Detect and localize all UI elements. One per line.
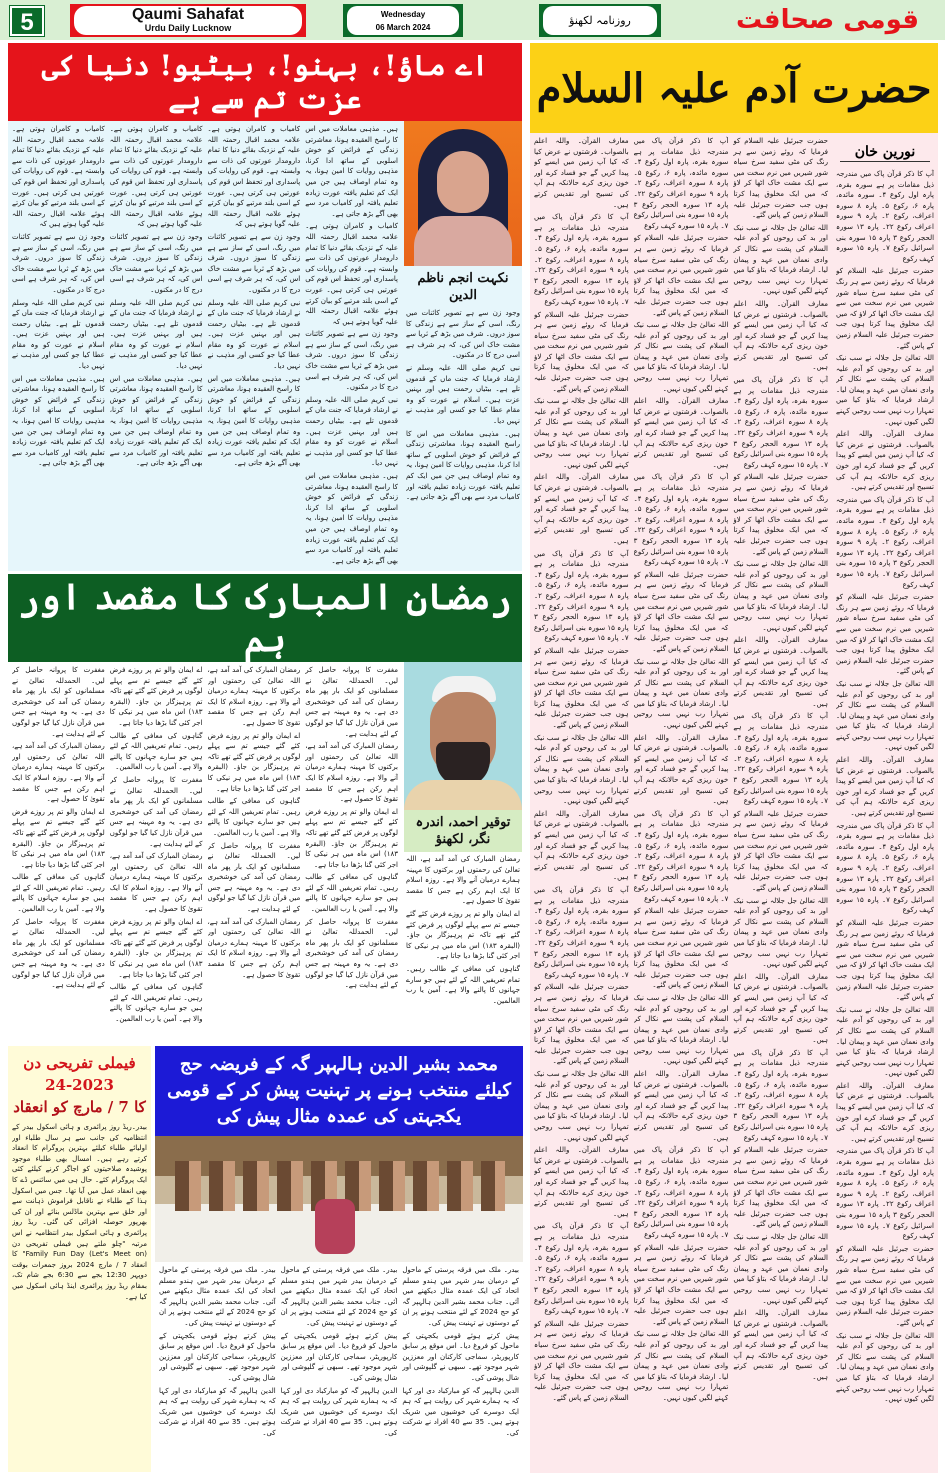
paragraph: حضرت جبرئیل علیہ السلام کو فرمایا کہ روئے زمین سے ہر رنگ کی مٹی سفید سرخ سیاہ شور شیریں میں نرم سخت میں سے ایک مشت خاک اٹھا کر لاؤ کہ میں ایک مخلوق پیدا کرتا ہوں جب حضرت جبرئیل علیہ السلام زمین کے پاس گئے۔ [533, 983, 629, 1066]
paragraph: اللہ تعالیٰ جل جلالہ نے سب نیک اور بد کی روحوں کو آدم علیہ السلام کی پشت سے نکال کر وادی نعمان میں عہد و پیمان لیا۔ ارشاد فرمایا کہ بتاؤ کیا میں تمہارا رب نہیں سب روحیں کہنے لگیں کیوں نہیں۔ [533, 397, 629, 469]
paragraph: رمضان المبارک کی آمد آمد ہے، اللہ تعالیٰ کی رحمتوں اور برکتوں کا مہینہ ہمارے درمیان آنے والا ہے۔ روزہ اسلام کا ایک اہم رکن ہے جس کا مقصد تقویٰ کا حصول ہے۔ [406, 855, 520, 906]
paragraph: کامیاب و کامران ہوتی ہے۔ علامہ محمد اقبال رحمتہ اللہ علیہ کے نزدیک بقائے دنیا کا تمام دارومدار عورتوں کی ذات سے وابستہ ہے۔ قوم کی روایات کی پاسداری اور تحفظ اس قوم کی عورتیں ہی کرتی ہیں۔ عورت کے اسی بلند مرتبے کو بیان کرتے ہوئے علامہ اقبال رحمتہ اللہ علیہ گویا ہوتے ہیں کہ [12, 125, 105, 229]
paragraph: بیدر۔ ملک میں فرقہ پرستی کے ماحول کے درمیان بیدر شہر میں ہندو مسلم اتحاد کی ایک عمدہ مثال دیکھنے میں آئی۔ جناب محمد بشیر الدین ہالہپر گہ کو حج 2024 کے لئے منتخب ہونے پر ان کے دوستوں نے تہنیت پیش کی۔ [158, 1266, 276, 1327]
paragraph: نبی کریم صلی اللہ علیہ وسلم نے ارشاد فرمایا کہ جنت ماں کے قدموں تلے ہے۔ بیٹیاں رحمت ہیں اور بہنیں عزت ہیں۔ اسلام نے عورت کو وہ مقام عطا کیا جو کسی اور مذہب نے نہیں دیا۔ [109, 298, 203, 371]
paragraph: آپ کا ذکر قرآن پاک میں مندرجہ ذیل مقامات پر ہے سورہ بقرہ، پارہ اول رکوع ۴۔ سورہ مائدہ، پارہ ۶، رکوع ۵۔ پارہ ۸ سورہ اعراف، رکوع ۲۔ پارہ ۹ سورہ اعراف رکوع ۲۲۔ پارہ ۱۳ سورہ الحجر رکوع ۳ پارہ ۱۵ سورہ بنی اسرائیل رکوع ۷۔ پارہ ۱۵ سورہ کہف رکوع [633, 137, 729, 230]
paragraph: آپ کا ذکر قرآن پاک میں مندرجہ ذیل مقامات پر ہے سورہ بقرہ، پارہ اول رکوع ۴۔ سورہ مائدہ، پارہ ۶، رکوع ۵۔ پارہ ۸ سورہ اعراف، رکوع ۲۔ پارہ ۹ سورہ اعراف رکوع ۲۲۔ پارہ ۱۳ سورہ الحجر رکوع ۳ پارہ ۱۵ سورہ بنی اسرائیل رکوع ۷۔ پارہ ۱۵ سورہ کہف رکوع [836, 170, 934, 263]
paragraph: اے ایمان والو تم پر روزے فرض کئے گئے جیسے تم سے پہلے لوگوں پر فرض کئے گئے تھے تاکہ تم پرہیزگار بن جاؤ۔ (البقرہ ۱۸۳) اس ماہ میں ہر نیکی کا اجر کئی گنا بڑھا دیا جاتا ہے۔ [207, 731, 301, 793]
paragraph: حضرت جبرئیل علیہ السلام کو فرمایا کہ روئے زمین سے ہر رنگ کی مٹی سفید سرخ سیاہ شور شیریں میں نرم سخت میں سے ایک مشت خاک اٹھا کر لاؤ کہ میں ایک مخلوق پیدا کرتا ہوں جب حضرت جبرئیل علیہ السلام زمین کے پاس گئے۔ [733, 809, 828, 892]
paragraph: اللہ تعالیٰ جل جلالہ نے سب نیک اور بد کی روحوں کو آدم علیہ السلام کی پشت سے نکال کر وادی نعمان میں عہد و پیمان لیا۔ ارشاد فرمایا کہ بتاؤ کیا میں تمہارا رب نہیں سب روحیں کہنے لگیں کیوں نہیں۔ [733, 896, 828, 969]
paragraph: ہیں۔ مذہبی معاملات میں اس کا راسخ العقیدہ ہونا، معاشرتی زندگی کے فرائض کو خوش اسلوبی کے ساتھ ادا کرنا، مذہبی روایات کا امین ہونا، یہ وہ تمام اوصاف ہیں جن میں ایک کم تعلیم یافتہ عورت زیادہ تعلیم یافتہ اور کامیاب مرد سے بھی آگے بڑھ جاتی ہے۔ [305, 125, 398, 218]
paragraph: معارف القرآن۔ واللہ اعلم بالصواب۔ فرشتوں نے عرض کیا کہ کیا آپ زمین میں ایسے کو پیدا کریں گے جو فساد کرے اور خون ریزی کرے حالانکہ ہم آپ کی تسبیح اور تقدیس کرتے ہیں۔ [733, 636, 828, 708]
paragraph: الدین ہالہپر گہ کو مبارکباد دی اور کہا کہ یہ ہمارے شہر کی روایت ہے کہ ہم ایک دوسرے کی خوشیوں میں شریک ہوتے ہیں۔ 35 سے 40 افراد نے شرکت کی۔ [158, 1386, 276, 1437]
date: 06 March 2024 [375, 23, 431, 32]
paragraph: حضرت جبرئیل علیہ السلام کو فرمایا کہ روئے زمین سے ہر رنگ کی مٹی سفید سرخ سیاہ شور شیریں میں نرم سخت میں سے ایک مشت خاک اٹھا کر لاؤ کہ میں ایک مخلوق پیدا کرتا ہوں جب حضرت جبرئیل علیہ السلام زمین کے پاس گئے۔ [633, 1243, 729, 1326]
paragraph: نبی کریم صلی اللہ علیہ وسلم نے ارشاد فرمایا کہ جنت ماں کے قدموں تلے ہے۔ بیٹیاں رحمت ہیں اور بہنیں عزت ہیں۔ اسلام نے عورت کو وہ مقام عطا کیا جو کسی اور مذہب نے نہیں دیا۔ [207, 298, 301, 371]
paragraph: رمضان المبارک کی آمد آمد ہے، اللہ تعالیٰ کی رحمتوں اور برکتوں کا مہینہ ہمارے درمیان آنے والا ہے۔ روزہ اسلام کا ایک اہم رکن ہے جس کا مقصد تقویٰ کا حصول ہے۔ [207, 666, 301, 727]
paragraph: آپ کا ذکر قرآن پاک میں مندرجہ ذیل مقامات پر ہے سورہ بقرہ، پارہ اول رکوع ۴۔ سورہ مائدہ، پارہ ۶، رکوع ۵۔ پارہ ۸ سورہ اعراف، رکوع ۲۔ پارہ ۹ سورہ اعراف رکوع ۲۲۔ پارہ ۱۳ سورہ الحجر رکوع ۳ پارہ ۱۵ سورہ بنی اسرائیل رکوع ۷۔ پارہ ۱۵ سورہ کہف رکوع [533, 885, 629, 979]
paragraph: پیش کرتے ہوئے قومی یکجہتی کے ماحول کو فروغ دیا۔ اس موقع پر سابق کارپوریٹر، سماجی کارکنان اور معززین شہر موجود تھے۔ سبھی نے گلپوشی اور شال پوشی کی۔ [158, 1331, 276, 1382]
paragraph: بیدر۔ ملک میں فرقہ پرستی کے ماحول کے درمیان بیدر شہر میں ہندو مسلم اتحاد کی ایک عمدہ مثال دیکھنے میں آئی۔ جناب محمد بشیر الدین ہالہپر گہ کو حج 2024 کے لئے منتخب ہونے پر ان کے دوستوں نے تہنیت پیش کی۔ [402, 1266, 519, 1327]
paragraph: اللہ تعالیٰ جل جلالہ نے سب نیک اور بد کی روحوں کو آدم علیہ السلام کی پشت سے نکال کر وادی نعمان میں عہد و پیمان لیا۔ ارشاد فرمایا کہ بتاؤ کیا میں تمہارا رب نہیں سب روحیں کہنے لگیں کیوں نہیں۔ [836, 354, 934, 426]
adam-article-headline [530, 43, 938, 133]
paragraph: آپ کا ذکر قرآن پاک میں مندرجہ ذیل مقامات پر ہے سورہ بقرہ، پارہ اول رکوع ۴۔ سورہ مائدہ، پارہ ۶، رکوع ۵۔ پارہ ۸ سورہ اعراف، رکوع ۲۔ پارہ ۹ سورہ اعراف رکوع ۲۲۔ پارہ ۱۳ سورہ الحجر رکوع ۳ پارہ ۱۵ سورہ بنی اسرائیل رکوع ۷۔ پارہ ۱۵ سورہ کہف رکوع [836, 495, 934, 589]
author-caption: توقیر احمد، اندرہ نگر، لکھنؤ [404, 810, 522, 852]
paragraph: حضرت جبرئیل علیہ السلام کو فرمایا کہ روئے زمین سے ہر رنگ کی مٹی سفید سرخ سیاہ شور شیریں میں نرم سخت میں سے ایک مشت خاک اٹھا کر لاؤ کہ میں ایک مخلوق پیدا کرتا ہوں جب حضرت جبرئیل علیہ السلام زمین کے پاس گئے۔ [533, 310, 629, 393]
paragraph: اے ایمان والو تم پر روزے فرض کئے گئے جیسے تم سے پہلے لوگوں پر فرض کئے گئے تھے تاکہ تم پرہیزگار بن جاؤ۔ (البقرہ ۱۸۳) اس ماہ میں ہر نیکی کا اجر کئی گنا بڑھا دیا جاتا ہے۔ [109, 666, 203, 727]
paragraph: آپ کا ذکر قرآن پاک میں مندرجہ ذیل مقامات پر ہے سورہ بقرہ، پارہ اول رکوع ۴۔ سورہ مائدہ، پارہ ۶، رکوع ۵۔ پارہ ۸ سورہ اعراف، رکوع ۲۔ پارہ ۹ سورہ اعراف رکوع ۲۲۔ پارہ ۱۳ سورہ الحجر رکوع ۳ پارہ ۱۵ سورہ بنی اسرائیل رکوع ۷۔ پارہ ۱۵ سورہ کہف رکوع [733, 1048, 828, 1142]
paragraph: رمضان المبارک کی آمد آمد ہے، اللہ تعالیٰ کی رحمتوں اور برکتوں کا مہینہ ہمارے درمیان آنے والا ہے۔ روزہ اسلام کا ایک اہم رکن ہے جس کا مقصد تقویٰ کا حصول ہے۔ [207, 917, 301, 979]
ramadan-article-headline [8, 574, 522, 662]
text-column [12, 124, 105, 568]
paragraph: آپ کا ذکر قرآن پاک میں مندرجہ ذیل مقامات پر ہے سورہ بقرہ، پارہ اول رکوع ۴۔ سورہ مائدہ، پارہ ۶، رکوع ۵۔ پارہ ۸ سورہ اعراف، رکوع ۲۔ پارہ ۹ سورہ اعراف رکوع ۲۲۔ پارہ ۱۳ سورہ الحجر رکوع ۳ پارہ ۱۵ سورہ بنی اسرائیل رکوع ۷۔ پارہ ۱۵ سورہ کہف رکوع [633, 473, 729, 567]
urdu-tag: روزنامہ لکھنؤ [543, 6, 657, 35]
paragraph: اے ایمان والو تم پر روزے فرض کئے گئے جیسے تم سے پہلے لوگوں پر فرض کئے گئے تھے تاکہ تم پرہیزگار بن جاؤ۔ (البقرہ ۱۸۳) اس ماہ میں ہر نیکی کا اجر کئی گنا بڑھا دیا جاتا ہے۔ [109, 917, 203, 979]
paragraph: کامیاب و کامران ہوتی ہے۔ علامہ محمد اقبال رحمتہ اللہ علیہ کے نزدیک بقائے دنیا کا تمام دارومدار عورتوں کی ذات سے وابستہ ہے۔ قوم کی روایات کی پاسداری اور تحفظ اس قوم کی عورتیں ہی کرتی ہیں۔ عورت کے اسی بلند مرتبے کو بیان کرتے ہوئے علامہ اقبال رحمتہ اللہ علیہ گویا ہوتے ہیں کہ [109, 125, 203, 229]
adam-article [530, 133, 938, 1473]
text-column [208, 124, 301, 568]
paragraph: معارف القرآن۔ واللہ اعلم بالصواب۔ فرشتوں نے عرض کیا کہ کیا آپ زمین میں ایسے کو پیدا کریں گے جو فساد کرے اور خون ریزی کرے حالانکہ ہم آپ کی تسبیح اور تقدیس کرتے ہیں۔ [533, 809, 629, 882]
paragraph: اللہ تعالیٰ جل جلالہ نے سب نیک اور بد کی روحوں کو آدم علیہ السلام کی پشت سے نکال کر وادی نعمان میں عہد و پیمان لیا۔ ارشاد فرمایا کہ بتاؤ کیا میں تمہارا رب نہیں سب روحیں کہنے لگیں کیوں نہیں۔ [633, 321, 729, 393]
paragraph: اللہ تعالیٰ جل جلالہ نے سب نیک اور بد کی روحوں کو آدم علیہ السلام کی پشت سے نکال کر وادی نعمان میں عہد و پیمان لیا۔ ارشاد فرمایا کہ بتاؤ کیا میں تمہارا رب نہیں سب روحیں کہنے لگیں کیوں نہیں۔ [533, 1070, 629, 1142]
paragraph: معارف القرآن۔ واللہ اعلم بالصواب۔ فرشتوں نے عرض کیا کہ کیا آپ زمین میں ایسے کو پیدا کریں گے جو فساد کرے اور خون ریزی کرے حالانکہ ہم آپ کی تسبیح اور تقدیس کرتے ہیں۔ [533, 1146, 629, 1218]
paragraph: اللہ تعالیٰ جل جلالہ نے سب نیک اور بد کی روحوں کو آدم علیہ السلام کی پشت سے نکال کر وادی نعمان میں عہد و پیمان لیا۔ ارشاد فرمایا کہ بتاؤ کیا میں تمہارا رب نہیں سب روحیں کہنے لگیں کیوں نہیں۔ [733, 1232, 828, 1305]
author-byline: نورین خان [840, 143, 930, 162]
paragraph: آپ کا ذکر قرآن پاک میں مندرجہ ذیل مقامات پر ہے سورہ بقرہ، پارہ اول رکوع ۴۔ سورہ مائدہ، پارہ ۶، رکوع ۵۔ پارہ ۸ سورہ اعراف، رکوع ۲۔ پارہ ۹ سورہ اعراف رکوع ۲۲۔ پارہ ۱۳ سورہ الحجر رکوع ۳ پارہ ۱۵ سورہ بنی اسرائیل رکوع ۷۔ پارہ ۱۵ سورہ کہف رکوع [836, 1147, 934, 1241]
paragraph: وجود زن سے ہے تصویر کائنات میں رنگ، اسی کے ساز سے ہے زندگی کا سوز دروں۔ شرف میں بڑھ کے ثریا سے مشت خاک اس کی، کہ ہر شرف ہے اسی درج کا در مکنوں۔ [305, 330, 398, 392]
paragraph: حضرت جبرئیل علیہ السلام کو فرمایا کہ روئے زمین سے ہر رنگ کی مٹی سفید سرخ سیاہ شور شیریں میں نرم سخت میں سے ایک مشت خاک اٹھا کر لاؤ کہ میں ایک مخلوق پیدا کرتا ہوں جب حضرت جبرئیل علیہ السلام زمین کے پاس گئے۔ [633, 570, 729, 653]
paragraph: کامیاب و کامران ہوتی ہے۔ علامہ محمد اقبال رحمتہ اللہ علیہ کے نزدیک بقائے دنیا کا تمام دارومدار عورتوں کی ذات سے وابستہ ہے۔ قوم کی روایات کی پاسداری اور تحفظ اس قوم کی عورتیں ہی کرتی ہیں۔ عورت کے اسی بلند مرتبے کو بیان کرتے ہوئے علامہ اقبال رحمتہ اللہ علیہ گویا ہوتے ہیں کہ [207, 125, 301, 229]
text-column [281, 1265, 398, 1469]
text-column [836, 169, 934, 1470]
paragraph: پیش کرتے ہوئے قومی یکجہتی کے ماحول کو فروغ دیا۔ اس موقع پر سابق کارپوریٹر، سماجی کارکنان اور معززین شہر موجود تھے۔ سبھی نے گلپوشی اور شال پوشی کی۔ [280, 1331, 398, 1382]
family-fun-day-article [8, 1046, 151, 1472]
paragraph: حضرت جبرئیل علیہ السلام کو فرمایا کہ روئے زمین سے ہر رنگ کی مٹی سفید سرخ سیاہ شور شیریں میں نرم سخت میں سے ایک مشت خاک اٹھا کر لاؤ کہ میں ایک مخلوق پیدا کرتا ہوں جب حضرت جبرئیل علیہ السلام زمین کے پاس گئے۔ [836, 1244, 934, 1327]
date-box [343, 4, 463, 37]
page-number: 5 [10, 6, 44, 36]
hajj-article-body [155, 1262, 523, 1472]
text-column [406, 854, 520, 1040]
paragraph: کامیاب و کامران ہوتی ہے۔ علامہ محمد اقبال رحمتہ اللہ علیہ کے نزدیک بقائے دنیا کا تمام دارومدار عورتوں کی ذات سے وابستہ ہے۔ قوم کی روایات کی پاسداری اور تحفظ اس قوم کی عورتیں ہی کرتی ہیں۔ عورت کے اسی بلند مرتبے کو بیان کرتے ہوئے علامہ اقبال رحمتہ اللہ علیہ گویا ہوتے ہیں کہ [305, 222, 398, 326]
paragraph: معارف القرآن۔ واللہ اعلم بالصواب۔ فرشتوں نے عرض کیا کہ کیا آپ زمین میں ایسے کو پیدا کریں گے جو فساد کرے اور خون ریزی کرے حالانکہ ہم آپ کی تسبیح اور تقدیس کرتے ہیں۔ [836, 1081, 934, 1143]
text-column [402, 1265, 519, 1469]
adam-article-body-2 [530, 133, 832, 1473]
text-column [305, 665, 398, 1039]
ramadan-article-body-2 [404, 852, 522, 1042]
adam-article-body-1 [832, 166, 938, 1473]
paragraph: حضرت جبرئیل علیہ السلام کو فرمایا کہ روئے زمین سے ہر رنگ کی مٹی سفید سرخ سیاہ شور شیریں میں نرم سخت میں سے ایک مشت خاک اٹھا کر لاؤ کہ میں ایک مخلوق پیدا کرتا ہوں جب حضرت جبرئیل علیہ السلام زمین کے پاس گئے۔ [633, 234, 729, 317]
paragraph: حضرت جبرئیل علیہ السلام کو فرمایا کہ روئے زمین سے ہر رنگ کی مٹی سفید سرخ سیاہ شور شیریں میں نرم سخت میں سے ایک مشت خاک اٹھا کر لاؤ کہ میں ایک مخلوق پیدا کرتا ہوں جب حضرت جبرئیل علیہ السلام زمین کے پاس گئے۔ [836, 267, 934, 350]
paragraph: حضرت جبرئیل علیہ السلام کو فرمایا کہ روئے زمین سے ہر رنگ کی مٹی سفید سرخ سیاہ شور شیریں میں نرم سخت میں سے ایک مشت خاک اٹھا کر لاؤ کہ میں ایک مخلوق پیدا کرتا ہوں جب حضرت جبرئیل علیہ السلام زمین کے پاس گئے۔ [633, 907, 729, 990]
paragraph: معارف القرآن۔ واللہ اعلم بالصواب۔ فرشتوں نے عرض کیا کہ کیا آپ زمین میں ایسے کو پیدا کریں گے جو فساد کرے اور خون ریزی کرے حالانکہ ہم آپ کی تسبیح اور تقدیس کرتے ہیں۔ [733, 972, 828, 1045]
paragraph: وجود زن سے ہے تصویر کائنات میں رنگ، اسی کے ساز سے ہے زندگی کا سوز دروں۔ شرف میں بڑھ کے ثریا سے مشت خاک اس کی، کہ ہر شرف ہے اسی درج کا در مکنوں۔ [109, 232, 203, 294]
paragraph: الدین ہالہپر گہ کو مبارکباد دی اور کہا کہ یہ ہمارے شہر کی روایت ہے کہ ہم ایک دوسرے کی خوشیوں میں شریک ہوتے ہیں۔ 35 سے 40 افراد نے شرکت کی۔ [402, 1386, 519, 1437]
paragraph: حضرت جبرئیل علیہ السلام کو فرمایا کہ روئے زمین سے ہر رنگ کی مٹی سفید سرخ سیاہ شور شیریں میں نرم سخت میں سے ایک مشت خاک اٹھا کر لاؤ کہ میں ایک مخلوق پیدا کرتا ہوں جب حضرت جبرئیل علیہ السلام زمین کے پاس گئے۔ [533, 646, 629, 730]
family-fun-day-headline-2: کا 7 / مارچ کو انعقاد [13, 1098, 146, 1116]
paragraph: حضرت جبرئیل علیہ السلام کو فرمایا کہ روئے زمین سے ہر رنگ کی مٹی سفید سرخ سیاہ شور شیریں میں نرم سخت میں سے ایک مشت خاک اٹھا کر لاؤ کہ میں ایک مخلوق پیدا کرتا ہوں جب حضرت جبرئیل علیہ السلام زمین کے پاس گئے۔ [836, 918, 934, 1002]
english-title: Qaumi Sahafat [131, 6, 245, 23]
paragraph: ہیں۔ مذہبی معاملات میں اس کا راسخ العقیدہ ہونا، معاشرتی زندگی کے فرائض کو خوش اسلوبی کے ساتھ ادا کرنا، مذہبی روایات کا امین ہونا، یہ وہ تمام اوصاف ہیں جن میں ایک کم تعلیم یافتہ عورت زیادہ تعلیم یافتہ اور کامیاب مرد سے بھی آگے بڑھ جاتی ہے۔ [109, 374, 203, 468]
paragraph: آپ کا ذکر قرآن پاک میں مندرجہ ذیل مقامات پر ہے سورہ بقرہ، پارہ اول رکوع ۴۔ سورہ مائدہ، پارہ ۶، رکوع ۵۔ پارہ ۸ سورہ اعراف، رکوع ۲۔ پارہ ۹ سورہ اعراف رکوع ۲۲۔ پارہ ۱۳ سورہ الحجر رکوع ۳ پارہ ۱۵ سورہ بنی اسرائیل رکوع ۷۔ پارہ ۱۵ سورہ کہف رکوع [533, 213, 629, 306]
text-column [110, 665, 203, 1039]
paragraph: آپ کا ذکر قرآن پاک میں مندرجہ ذیل مقامات پر ہے سورہ بقرہ، پارہ اول رکوع ۴۔ سورہ مائدہ، پارہ ۶، رکوع ۵۔ پارہ ۸ سورہ اعراف، رکوع ۲۔ پارہ ۹ سورہ اعراف رکوع ۲۲۔ پارہ ۱۳ سورہ الحجر رکوع ۳ پارہ ۱۵ سورہ بنی اسرائیل رکوع ۷۔ پارہ ۱۵ سورہ کہف رکوع [836, 821, 934, 915]
author-photo-woman [404, 121, 522, 266]
paragraph: حضرت جبرئیل علیہ السلام کو فرمایا کہ روئے زمین سے ہر رنگ کی مٹی سفید سرخ سیاہ شور شیریں میں نرم سخت میں سے ایک مشت خاک اٹھا کر لاؤ کہ میں ایک مخلوق پیدا کرتا ہوں جب حضرت جبرئیل علیہ السلام زمین کے پاس گئے۔ [733, 1146, 828, 1229]
women-article-body [8, 121, 402, 571]
paragraph: ہیں۔ مذہبی معاملات میں اس کا راسخ العقیدہ ہونا، معاشرتی زندگی کے فرائض کو خوش اسلوبی کے ساتھ ادا کرنا، مذہبی روایات کا امین ہونا، یہ وہ تمام اوصاف ہیں جن میں ایک کم تعلیم یافتہ عورت زیادہ تعلیم یافتہ اور کامیاب مرد سے بھی آگے بڑھ جاتی ہے۔ [207, 374, 301, 468]
paragraph: الدین ہالہپر گہ کو مبارکباد دی اور کہا کہ یہ ہمارے شہر کی روایت ہے کہ ہم ایک دوسرے کی خوشیوں میں شریک ہوتے ہیں۔ 35 سے 40 افراد نے شرکت کی۔ [280, 1386, 398, 1437]
text-column [634, 136, 729, 1470]
paragraph: اللہ تعالیٰ جل جلالہ نے سب نیک اور بد کی روحوں کو آدم علیہ السلام کی پشت سے نکال کر وادی نعمان میں عہد و پیمان لیا۔ ارشاد فرمایا کہ بتاؤ کیا میں تمہارا رب نہیں سب روحیں کہنے لگیں کیوں نہیں۔ [836, 1005, 934, 1078]
paragraph: رمضان المبارک کی آمد آمد ہے، اللہ تعالیٰ کی رحمتوں اور برکتوں کا مہینہ ہمارے درمیان آنے والا ہے۔ روزہ اسلام کا ایک اہم رکن ہے جس کا مقصد تقویٰ کا حصول ہے۔ [305, 742, 398, 804]
paragraph: ہیں۔ مذہبی معاملات میں اس کا راسخ العقیدہ ہونا، معاشرتی زندگی کے فرائض کو خوش اسلوبی کے ساتھ ادا کرنا، مذہبی روایات کا امین ہونا، یہ وہ تمام اوصاف ہیں جن میں ایک کم تعلیم یافتہ عورت زیادہ تعلیم یافتہ اور کامیاب مرد سے بھی آگے بڑھ جاتی ہے۔ [406, 429, 520, 502]
paragraph: مغفرت کا پروانہ حاصل کر لیں۔ الحمدللہ تعالیٰ نے مسلمانوں کو ایک بار پھر ماہ رمضان کی آمد کی خوشخبری دی ہے۔ یہ وہ مہینہ ہے جس میں قرآن نازل کیا گیا جو لوگوں کے لئے ہدایت ہے۔ [12, 666, 105, 738]
paragraph: معارف القرآن۔ واللہ اعلم بالصواب۔ فرشتوں نے عرض کیا کہ کیا آپ زمین میں ایسے کو پیدا کریں گے جو فساد کرے اور خون ریزی کرے حالانکہ ہم آپ کی تسبیح اور تقدیس کرتے ہیں۔ [733, 1309, 828, 1381]
paragraph: اللہ تعالیٰ جل جلالہ نے سب نیک اور بد کی روحوں کو آدم علیہ السلام کی پشت سے نکال کر وادی نعمان میں عہد و پیمان لیا۔ ارشاد فرمایا کہ بتاؤ کیا میں تمہارا رب نہیں سب روحیں کہنے لگیں کیوں نہیں۔ [533, 733, 629, 806]
family-fun-day-headline-1: فیملی تفریحی دن 2023-24 [23, 1054, 136, 1094]
paragraph: مغفرت کا پروانہ حاصل کر لیں۔ الحمدللہ تعالیٰ نے مسلمانوں کو ایک بار پھر ماہ رمضان کی آمد کی خوشخبری دی ہے۔ یہ وہ مہینہ ہے جس میں قرآن نازل کیا گیا جو لوگوں کے لئے ہدایت ہے۔ [12, 917, 105, 990]
english-subtitle: Urdu Daily Lucknow [144, 23, 232, 33]
text-column [12, 665, 105, 1039]
paragraph: نبی کریم صلی اللہ علیہ وسلم نے ارشاد فرمایا کہ جنت ماں کے قدموں تلے ہے۔ بیٹیاں رحمت ہیں اور بہنیں عزت ہیں۔ اسلام نے عورت کو وہ مقام عطا کیا جو کسی اور مذہب نے نہیں دیا۔ [406, 363, 520, 425]
paragraph: معارف القرآن۔ واللہ اعلم بالصواب۔ فرشتوں نے عرض کیا کہ کیا آپ زمین میں ایسے کو پیدا کریں گے جو فساد کرے اور خون ریزی کرے حالانکہ ہم آپ کی تسبیح اور تقدیس کرتے ہیں۔ [633, 1070, 729, 1142]
paragraph: گناہوں کی معافی کے طالب رہیں۔ تمام تعریفیں اللہ کے لئے ہیں جو سارے جہانوں کا پالنے والا ہے۔ آمین یا رب العالمین۔ [305, 873, 398, 914]
paragraph: گناہوں کی معافی کے طالب رہیں۔ تمام تعریفیں اللہ کے لئے ہیں جو سارے جہانوں کا پالنے والا ہے۔ آمین یا رب العالمین۔ [109, 983, 203, 1023]
paragraph: گناہوں کی معافی کے طالب رہیں۔ تمام تعریفیں اللہ کے لئے ہیں جو سارے جہانوں کا پالنے والا ہے۔ آمین یا رب العالمین۔ [109, 731, 203, 772]
paragraph: ہیں۔ مذہبی معاملات میں اس کا راسخ العقیدہ ہونا، معاشرتی زندگی کے فرائض کو خوش اسلوبی کے ساتھ ادا کرنا، مذہبی روایات کا امین ہونا، یہ وہ تمام اوصاف ہیں جن میں ایک کم تعلیم یافتہ عورت زیادہ تعلیم یافتہ اور کامیاب مرد سے بھی آگے بڑھ جاتی ہے۔ [12, 374, 105, 468]
women-article-headline-text: اے ماؤ!، بہنو!، بیٹیو! دنیا کی عزت تم سے ہے [41, 49, 489, 115]
paragraph: نبی کریم صلی اللہ علیہ وسلم نے ارشاد فرمایا کہ جنت ماں کے قدموں تلے ہے۔ بیٹیاں رحمت ہیں اور بہنیں عزت ہیں۔ اسلام نے عورت کو وہ مقام عطا کیا جو کسی اور مذہب نے نہیں دیا۔ [12, 298, 105, 371]
paragraph: حضرت جبرئیل علیہ السلام کو فرمایا کہ روئے زمین سے ہر رنگ کی مٹی سفید سرخ سیاہ شور شیریں میں نرم سخت میں سے ایک مشت خاک اٹھا کر لاؤ کہ میں ایک مخلوق پیدا کرتا ہوں جب حضرت جبرئیل علیہ السلام زمین کے پاس گئے۔ [733, 473, 828, 556]
group-photo [155, 1136, 523, 1262]
ramadan-article [8, 662, 522, 1042]
paragraph: گناہوں کی معافی کے طالب رہیں۔ تمام تعریفیں اللہ کے لئے ہیں جو سارے جہانوں کا پالنے والا ہے۔ آمین یا رب العالمین۔ [12, 873, 105, 914]
paragraph: آپ کا ذکر قرآن پاک میں مندرجہ ذیل مقامات پر ہے سورہ بقرہ، پارہ اول رکوع ۴۔ سورہ مائدہ، پارہ ۶، رکوع ۵۔ پارہ ۸ سورہ اعراف، رکوع ۲۔ پارہ ۹ سورہ اعراف رکوع ۲۲۔ پارہ ۱۳ سورہ الحجر رکوع ۳ پارہ ۱۵ سورہ بنی اسرائیل رکوع ۷۔ پارہ ۱۵ سورہ کہف رکوع [733, 376, 828, 469]
paragraph: معارف القرآن۔ واللہ اعلم بالصواب۔ فرشتوں نے عرض کیا کہ کیا آپ زمین میں ایسے کو پیدا کریں گے جو فساد کرے اور خون ریزی کرے حالانکہ ہم آپ کی تسبیح اور تقدیس کرتے ہیں۔ [836, 430, 934, 492]
paragraph: وجود زن سے ہے تصویر کائنات میں رنگ، اسی کے ساز سے ہے زندگی کا سوز دروں۔ شرف میں بڑھ کے ثریا سے مشت خاک اس کی، کہ ہر شرف ہے اسی درج کا در مکنوں۔ [12, 232, 105, 294]
paragraph: مغفرت کا پروانہ حاصل کر لیں۔ الحمدللہ تعالیٰ نے مسلمانوں کو ایک بار پھر ماہ رمضان کی آمد کی خوشخبری دی ہے۔ یہ وہ مہینہ ہے جس میں قرآن نازل کیا گیا جو لوگوں کے لئے ہدایت ہے۔ [305, 666, 398, 738]
author-caption: نکہت انجم ناظم الدین [404, 266, 522, 308]
weekday: Wednesday [380, 10, 426, 19]
ramadan-article-body [8, 662, 402, 1042]
paragraph: آپ کا ذکر قرآن پاک میں مندرجہ ذیل مقامات پر ہے سورہ بقرہ، پارہ اول رکوع ۴۔ سورہ مائدہ، پارہ ۶، رکوع ۵۔ پارہ ۸ سورہ اعراف، رکوع ۲۔ پارہ ۹ سورہ اعراف رکوع ۲۲۔ پارہ ۱۳ سورہ الحجر رکوع ۳ پارہ ۱۵ سورہ بنی اسرائیل رکوع ۷۔ پارہ ۱۵ سورہ کہف رکوع [533, 1222, 629, 1316]
paragraph: اے ایمان والو تم پر روزے فرض کئے گئے جیسے تم سے پہلے لوگوں پر فرض کئے گئے تھے تاکہ تم پرہیزگار بن جاؤ۔ (البقرہ ۱۸۳) اس ماہ میں ہر نیکی کا اجر کئی گنا بڑھا دیا جاتا ہے۔ [406, 909, 520, 961]
paragraph: حضرت جبرئیل علیہ السلام کو فرمایا کہ روئے زمین سے ہر رنگ کی مٹی سفید سرخ سیاہ شور شیریں میں نرم سخت میں سے ایک مشت خاک اٹھا کر لاؤ کہ میں ایک مخلوق پیدا کرتا ہوں جب حضرت جبرئیل علیہ السلام زمین کے پاس گئے۔ [733, 137, 828, 220]
paragraph: بیدر۔ریڈ روز پرائمری و ہائی اسکول بیدر کے انتظامیہ کی جانب سے ہر سال طلباء اور اولیائے طلباء کیلئے بہترین پروگرام کا انعقاد کرتے رہے ہیں۔ امسال بھی طلباء موجود پوشیدہ صلاحیتوں کو اجاگر کرنے کیلئے کئی ایک پروگرام کئے۔ حال ہی میں سائنس ڈے کا بھی انعقاد عمل میں آیا تھا۔ جس میں اسکول ہذا کے طلباء نے ناقابل فراموش ذہانت سے اور خلق سے بہترین ماڈلس بنائے اور ان کی بھرپور حوصلہ افزائی کی گئی۔ ریڈ روز پرائمری و ہائی اسکول بیدر انتظامیہ نے اس مرتبہ "چلو ملتے ہیں فیملی تفریحی دن (Let's Meet on) Family Fun Day" کا انعقاد 7 / مارچ 2024 بروز جمعرات بوقت دوپہر 12:30 بجے سے 6:30 بجے شام تک، بمقام ریڈ روز پرائمری اینڈ ہائی اسکول میں کیا ہے۔ [12, 1123, 147, 1301]
paragraph: مغفرت کا پروانہ حاصل کر لیں۔ الحمدللہ تعالیٰ نے مسلمانوں کو ایک بار پھر ماہ رمضان کی آمد کی خوشخبری دی ہے۔ یہ وہ مہینہ ہے جس میں قرآن نازل کیا گیا جو لوگوں کے لئے ہدایت ہے۔ [109, 775, 203, 848]
paragraph: گناہوں کی معافی کے طالب رہیں۔ تمام تعریفیں اللہ کے لئے ہیں جو سارے جہانوں کا پالنے والا ہے۔ آمین یا رب العالمین۔ [406, 964, 520, 1005]
paragraph: اللہ تعالیٰ جل جلالہ نے سب نیک اور بد کی روحوں کو آدم علیہ السلام کی پشت سے نکال کر وادی نعمان میں عہد و پیمان لیا۔ ارشاد فرمایا کہ بتاؤ کیا میں تمہارا رب نہیں سب روحیں کہنے لگیں کیوں نہیں۔ [733, 560, 828, 632]
paragraph: اللہ تعالیٰ جل جلالہ نے سب نیک اور بد کی روحوں کو آدم علیہ السلام کی پشت سے نکال کر وادی نعمان میں عہد و پیمان لیا۔ ارشاد فرمایا کہ بتاؤ کیا میں تمہارا رب نہیں سب روحیں کہنے لگیں کیوں نہیں۔ [836, 1331, 934, 1404]
paragraph: مغفرت کا پروانہ حاصل کر لیں۔ الحمدللہ تعالیٰ نے مسلمانوں کو ایک بار پھر ماہ رمضان کی آمد کی خوشخبری دی ہے۔ یہ وہ مہینہ ہے جس میں قرآن نازل کیا گیا جو لوگوں کے لئے ہدایت ہے۔ [207, 841, 301, 914]
text-column [733, 136, 828, 1470]
paragraph: وجود زن سے ہے تصویر کائنات میں رنگ، اسی کے ساز سے ہے زندگی کا سوز دروں۔ شرف میں بڑھ کے ثریا سے مشت خاک اس کی، کہ ہر شرف ہے اسی درج کا در مکنوں۔ [207, 232, 301, 294]
paragraph: گناہوں کی معافی کے طالب رہیں۔ تمام تعریفیں اللہ کے لئے ہیں جو سارے جہانوں کا پالنے والا ہے۔ آمین یا رب العالمین۔ [207, 797, 301, 837]
paragraph: معارف القرآن۔ واللہ اعلم بالصواب۔ فرشتوں نے عرض کیا کہ کیا آپ زمین میں ایسے کو پیدا کریں گے جو فساد کرے اور خون ریزی کرے حالانکہ ہم آپ کی تسبیح اور تقدیس کرتے ہیں۔ [733, 299, 828, 372]
paragraph: اللہ تعالیٰ جل جلالہ نے سب نیک اور بد کی روحوں کو آدم علیہ السلام کی پشت سے نکال کر وادی نعمان میں عہد و پیمان لیا۔ ارشاد فرمایا کہ بتاؤ کیا میں تمہارا رب نہیں سب روحیں کہنے لگیں کیوں نہیں۔ [836, 679, 934, 752]
paragraph: مغفرت کا پروانہ حاصل کر لیں۔ الحمدللہ تعالیٰ نے مسلمانوں کو ایک بار پھر ماہ رمضان کی آمد کی خوشخبری دی ہے۔ یہ وہ مہینہ ہے جس میں قرآن نازل کیا گیا جو لوگوں کے لئے ہدایت ہے۔ [305, 917, 398, 990]
hajj-article [155, 1046, 523, 1472]
text-column [534, 136, 629, 1470]
text-column [406, 308, 520, 571]
paragraph: آپ کا ذکر قرآن پاک میں مندرجہ ذیل مقامات پر ہے سورہ بقرہ، پارہ اول رکوع ۴۔ سورہ مائدہ، پارہ ۶، رکوع ۵۔ پارہ ۸ سورہ اعراف، رکوع ۲۔ پارہ ۹ سورہ اعراف رکوع ۲۲۔ پارہ ۱۳ سورہ الحجر رکوع ۳ پارہ ۱۵ سورہ بنی اسرائیل رکوع ۷۔ پارہ ۱۵ سورہ کہف رکوع [633, 1146, 729, 1239]
family-fun-day-body [8, 1122, 151, 1472]
paragraph: اللہ تعالیٰ جل جلالہ نے سب نیک اور بد کی روحوں کو آدم علیہ السلام کی پشت سے نکال کر وادی نعمان میں عہد و پیمان لیا۔ ارشاد فرمایا کہ بتاؤ کیا میں تمہارا رب نہیں سب روحیں کہنے لگیں کیوں نہیں۔ [633, 993, 729, 1066]
ramadan-article-headline-text: رمضان المبارک کا مقصد اور ہم [18, 576, 512, 660]
masthead: قومی صحافت [736, 5, 919, 35]
paragraph: معارف القرآن۔ واللہ اعلم بالصواب۔ فرشتوں نے عرض کیا کہ کیا آپ زمین میں ایسے کو پیدا کریں گے جو فساد کرے اور خون ریزی کرے حالانکہ ہم آپ کی تسبیح اور تقدیس کرتے ہیں۔ [633, 733, 729, 806]
urdu-tag-box [539, 4, 661, 37]
author-photo-man [404, 662, 522, 810]
text-column [12, 1122, 147, 1472]
paragraph: آپ کا ذکر قرآن پاک میں مندرجہ ذیل مقامات پر ہے سورہ بقرہ، پارہ اول رکوع ۴۔ سورہ مائدہ، پارہ ۶، رکوع ۵۔ پارہ ۸ سورہ اعراف، رکوع ۲۔ پارہ ۹ سورہ اعراف رکوع ۲۲۔ پارہ ۱۳ سورہ الحجر رکوع ۳ پارہ ۱۵ سورہ بنی اسرائیل رکوع ۷۔ پارہ ۱۵ سورہ کہف رکوع [633, 809, 729, 903]
women-article [8, 121, 522, 571]
paragraph: اے ایمان والو تم پر روزے فرض کئے گئے جیسے تم سے پہلے لوگوں پر فرض کئے گئے تھے تاکہ تم پرہیزگار بن جاؤ۔ (البقرہ ۱۸۳) اس ماہ میں ہر نیکی کا اجر کئی گنا بڑھا دیا جاتا ہے۔ [12, 807, 105, 869]
women-article-body-2 [404, 308, 522, 571]
adam-article-headline-text: حضرت آدم علیہ السلام [536, 64, 932, 112]
paragraph: معارف القرآن۔ واللہ اعلم بالصواب۔ فرشتوں نے عرض کیا کہ کیا آپ زمین میں ایسے کو پیدا کریں گے جو فساد کرے اور خون ریزی کرے حالانکہ ہم آپ کی تسبیح اور تقدیس کرتے ہیں۔ [533, 473, 629, 545]
text-column [159, 1265, 276, 1469]
english-title-box [70, 4, 306, 37]
text-column [110, 124, 203, 568]
paragraph: معارف القرآن۔ واللہ اعلم بالصواب۔ فرشتوں نے عرض کیا کہ کیا آپ زمین میں ایسے کو پیدا کریں گے جو فساد کرے اور خون ریزی کرے حالانکہ ہم آپ کی تسبیح اور تقدیس کرتے ہیں۔ [836, 756, 934, 818]
paragraph: وجود زن سے ہے تصویر کائنات میں رنگ، اسی کے ساز سے ہے زندگی کا سوز دروں۔ شرف میں بڑھ کے ثریا سے مشت خاک اس کی، کہ ہر شرف ہے اسی درج کا در مکنوں۔ [406, 309, 520, 360]
paragraph: حضرت جبرئیل علیہ السلام کو فرمایا کہ روئے زمین سے ہر رنگ کی مٹی سفید سرخ سیاہ شور شیریں میں نرم سخت میں سے ایک مشت خاک اٹھا کر لاؤ کہ میں ایک مخلوق پیدا کرتا ہوں جب حضرت جبرئیل علیہ السلام زمین کے پاس گئے۔ [533, 1319, 629, 1402]
paragraph: اے ایمان والو تم پر روزے فرض کئے گئے جیسے تم سے پہلے لوگوں پر فرض کئے گئے تھے تاکہ تم پرہیزگار بن جاؤ۔ (البقرہ ۱۸۳) اس ماہ میں ہر نیکی کا اجر کئی گنا بڑھا دیا جاتا ہے۔ [305, 807, 398, 869]
paragraph: معارف القرآن۔ واللہ اعلم بالصواب۔ فرشتوں نے عرض کیا کہ کیا آپ زمین میں ایسے کو پیدا کریں گے جو فساد کرے اور خون ریزی کرے حالانکہ ہم آپ کی تسبیح اور تقدیس کرتے ہیں۔ [633, 397, 729, 469]
paragraph: آپ کا ذکر قرآن پاک میں مندرجہ ذیل مقامات پر ہے سورہ بقرہ، پارہ اول رکوع ۴۔ سورہ مائدہ، پارہ ۶، رکوع ۵۔ پارہ ۸ سورہ اعراف، رکوع ۲۔ پارہ ۹ سورہ اعراف رکوع ۲۲۔ پارہ ۱۳ سورہ الحجر رکوع ۳ پارہ ۱۵ سورہ بنی اسرائیل رکوع ۷۔ پارہ ۱۵ سورہ کہف رکوع [533, 549, 629, 643]
paragraph: نبی کریم صلی اللہ علیہ وسلم نے ارشاد فرمایا کہ جنت ماں کے قدموں تلے ہے۔ بیٹیاں رحمت ہیں اور بہنیں عزت ہیں۔ اسلام نے عورت کو وہ مقام عطا کیا جو کسی اور مذہب نے نہیں دیا۔ [305, 395, 398, 468]
paragraph: حضرت جبرئیل علیہ السلام کو فرمایا کہ روئے زمین سے ہر رنگ کی مٹی سفید سرخ سیاہ شور شیریں میں نرم سخت میں سے ایک مشت خاک اٹھا کر لاؤ کہ میں ایک مخلوق پیدا کرتا ہوں جب حضرت جبرئیل علیہ السلام زمین کے پاس گئے۔ [836, 593, 934, 676]
paragraph: معارف القرآن۔ واللہ اعلم بالصواب۔ فرشتوں نے عرض کیا کہ کیا آپ زمین میں ایسے کو پیدا کریں گے جو فساد کرے اور خون ریزی کرے حالانکہ ہم آپ کی تسبیح اور تقدیس کرتے ہیں۔ [533, 137, 629, 209]
paragraph: بیدر۔ ملک میں فرقہ پرستی کے ماحول کے درمیان بیدر شہر میں ہندو مسلم اتحاد کی ایک عمدہ مثال دیکھنے میں آئی۔ جناب محمد بشیر الدین ہالہپر گہ کو حج 2024 کے لئے منتخب ہونے پر ان کے دوستوں نے تہنیت پیش کی۔ [280, 1266, 398, 1327]
paragraph: اللہ تعالیٰ جل جلالہ نے سب نیک اور بد کی روحوں کو آدم علیہ السلام کی پشت سے نکال کر وادی نعمان میں عہد و پیمان لیا۔ ارشاد فرمایا کہ بتاؤ کیا میں تمہارا رب نہیں سب روحیں کہنے لگیں کیوں نہیں۔ [633, 1330, 729, 1402]
women-article-headline [8, 43, 522, 121]
paragraph: رمضان المبارک کی آمد آمد ہے، اللہ تعالیٰ کی رحمتوں اور برکتوں کا مہینہ ہمارے درمیان آنے والا ہے۔ روزہ اسلام کا ایک اہم رکن ہے جس کا مقصد تقویٰ کا حصول ہے۔ [12, 742, 105, 804]
paragraph: اللہ تعالیٰ جل جلالہ نے سب نیک اور بد کی روحوں کو آدم علیہ السلام کی پشت سے نکال کر وادی نعمان میں عہد و پیمان لیا۔ ارشاد فرمایا کہ بتاؤ کیا میں تمہارا رب نہیں سب روحیں کہنے لگیں کیوں نہیں۔ [733, 223, 828, 296]
paragraph: اللہ تعالیٰ جل جلالہ نے سب نیک اور بد کی روحوں کو آدم علیہ السلام کی پشت سے نکال کر وادی نعمان میں عہد و پیمان لیا۔ ارشاد فرمایا کہ بتاؤ کیا میں تمہارا رب نہیں سب روحیں کہنے لگیں کیوں نہیں۔ [633, 657, 729, 730]
paragraph: رمضان المبارک کی آمد آمد ہے، اللہ تعالیٰ کی رحمتوں اور برکتوں کا مہینہ ہمارے درمیان آنے والا ہے۔ روزہ اسلام کا ایک اہم رکن ہے جس کا مقصد تقویٰ کا حصول ہے۔ [109, 852, 203, 914]
hajj-article-headline: محمد بشیر الدین ہالہپر گہ کے فریضہ حج کیلئے منتخب ہونے پر تہنیت پیش کر کے قومی یکجہتی کی عمدہ مثال پیش کی [155, 1046, 523, 1136]
paragraph: پیش کرتے ہوئے قومی یکجہتی کے ماحول کو فروغ دیا۔ اس موقع پر سابق کارپوریٹر، سماجی کارکنان اور معززین شہر موجود تھے۔ سبھی نے گلپوشی اور شال پوشی کی۔ [402, 1331, 519, 1382]
paragraph: ہیں۔ مذہبی معاملات میں اس کا راسخ العقیدہ ہونا، معاشرتی زندگی کے فرائض کو خوش اسلوبی کے ساتھ ادا کرنا، مذہبی روایات کا امین ہونا، یہ وہ تمام اوصاف ہیں جن میں ایک کم تعلیم یافتہ عورت زیادہ تعلیم یافتہ اور کامیاب مرد سے بھی آگے بڑھ جاتی ہے۔ [305, 472, 398, 565]
text-column [208, 665, 301, 1039]
text-column [305, 124, 398, 568]
paragraph: آپ کا ذکر قرآن پاک میں مندرجہ ذیل مقامات پر ہے سورہ بقرہ، پارہ اول رکوع ۴۔ سورہ مائدہ، پارہ ۶، رکوع ۵۔ پارہ ۸ سورہ اعراف، رکوع ۲۔ پارہ ۹ سورہ اعراف رکوع ۲۲۔ پارہ ۱۳ سورہ الحجر رکوع ۳ پارہ ۱۵ سورہ بنی اسرائیل رکوع ۷۔ پارہ ۱۵ سورہ کہف رکوع [733, 712, 828, 806]
